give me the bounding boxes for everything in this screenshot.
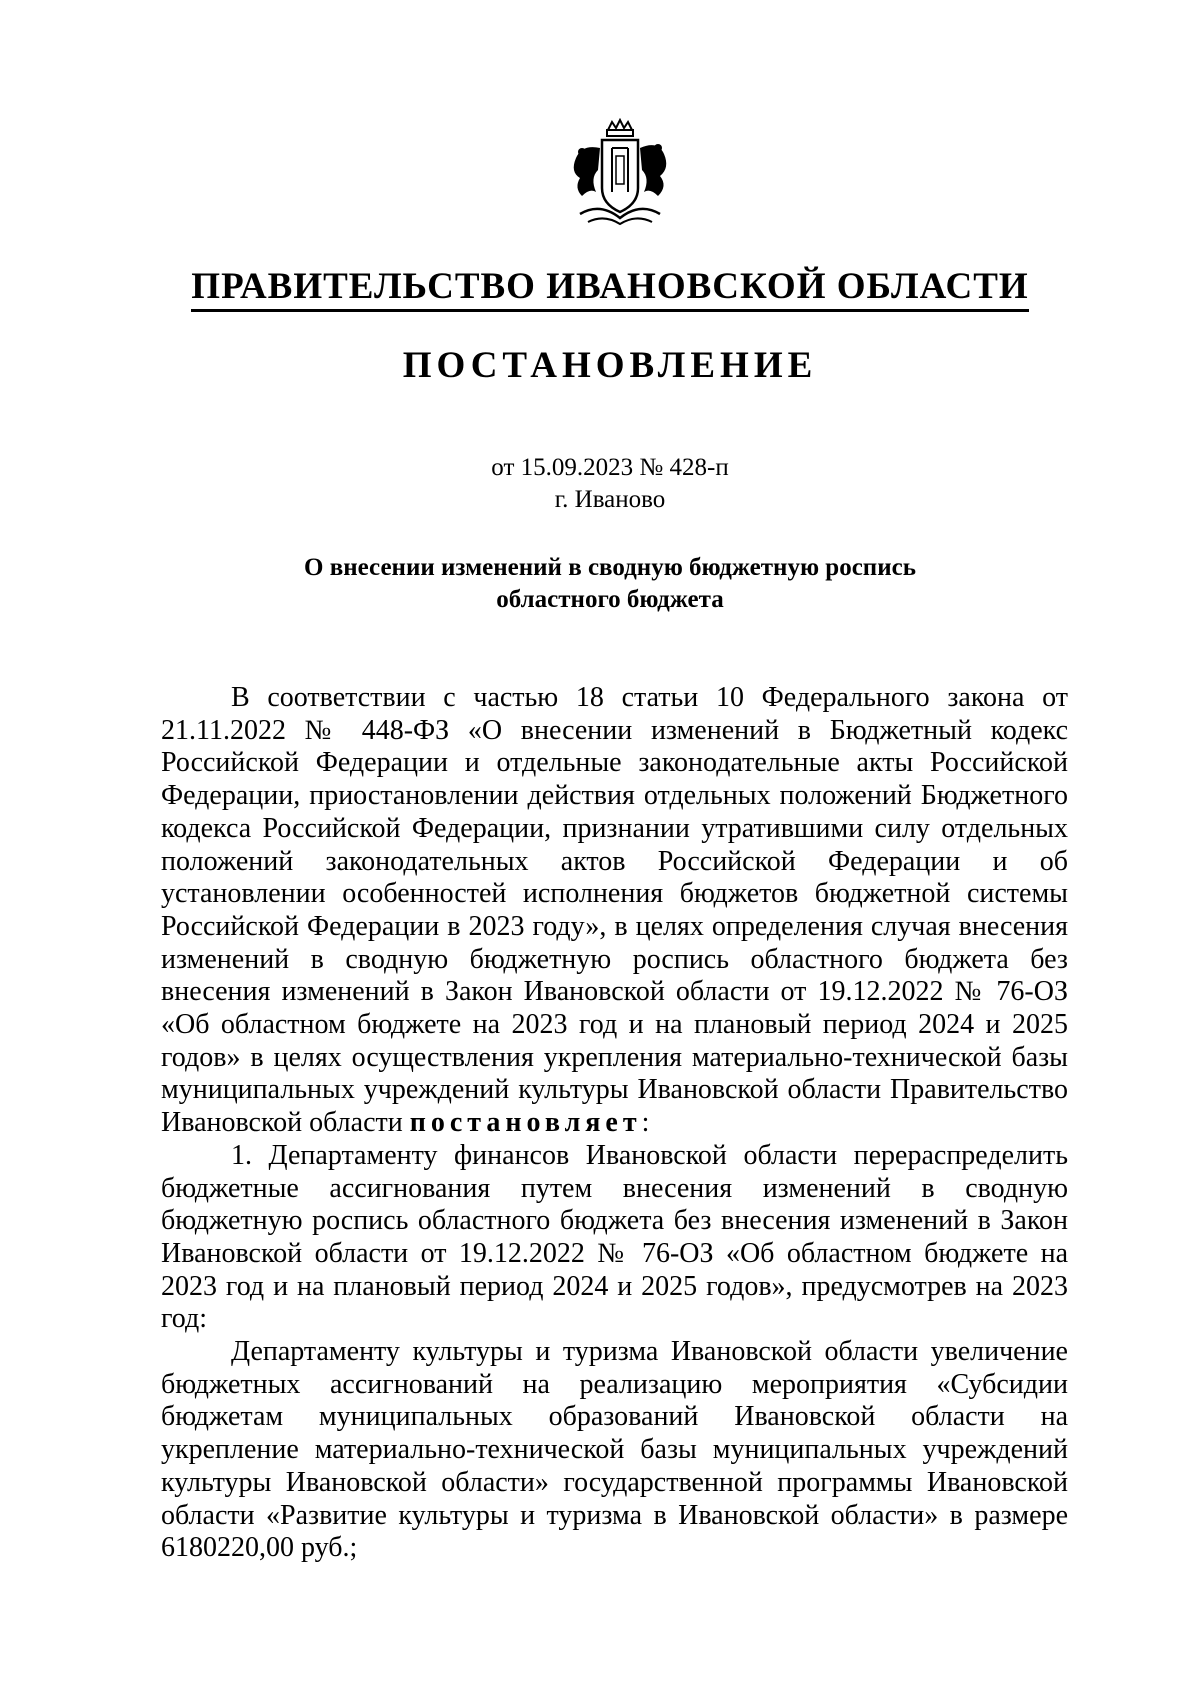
resolves-word: постановляет (409, 1107, 642, 1139)
preamble-text: В соответствии с частью 18 статьи 10 Федерального закона от 21.11.2022 № 448-ФЗ «О внесении изменений в Бюджетный кодекс Российской Федерации и отдельные законодательные акты Российской Федерации, приостановлении действия отдельных положений Бюджетного кодекса Российской Федерации, признании утратившими силу отдельных положений законодательных актов Российской Федерации и об установлении особенностей исполнения бюджетов бюджетной системы Российской Федерации в 2023 году», в целях определения случая внесения изменений в сводную бюджетную роспись областного бюджета без внесения изменений в Закон Ивановской области от 19.12.2022 № 76-ОЗ «Об областном бюджете на 2023 год и на плановый период 2024 и 2025 годов» в целях осуществления укрепления материально-технической базы муниципальных учреждений культуры Ивановской области Правительство Ивановской области (161, 682, 1068, 1139)
document-body (161, 682, 1068, 1565)
item-1-paragraph: 1. Департаменту финансов Ивановской области перераспределить бюджетные ассигнования путем внесения изменений в сводную бюджетную роспись областного бюджета без внесения изменений в Закон Ивановской области от 19.12.2022 № 76-ОЗ «Об областном бюджете на 2023 год и на плановый период 2024 и 2025 годов», предусмотрев на 2023 год: (161, 1139, 1068, 1335)
date-and-number: от 15.09.2023 № 428-п (491, 454, 729, 481)
city: г. Иваново (554, 486, 666, 513)
document-meta (160, 452, 1060, 516)
subject-line-1: О внесении изменений в сводную бюджетную роспись (304, 554, 916, 581)
resolves-colon: : (641, 1107, 650, 1139)
item-1-detail-paragraph: Департаменту культуры и туризма Ивановской области увеличение бюджетных ассигнований на реализацию мероприятия «Субсидии бюджетам муниципальных образований Ивановской области на укрепление материально-технической базы муниципальных учреждений культуры Ивановской области» государственной программы Ивановской области «Развитие культуры и туризма в Ивановской области» в размере 6180220,00 руб.; (161, 1336, 1068, 1564)
document-type: ПОСТАНОВЛЕНИЕ (402, 345, 818, 386)
coat-of-arms-icon (560, 118, 680, 230)
subject-line-2: областного бюджета (496, 586, 724, 613)
government-name-text: ПРАВИТЕЛЬСТВО ИВАНОВСКОЙ ОБЛАСТИ (191, 266, 1028, 312)
document-subject (160, 552, 1060, 616)
preamble-paragraph (161, 682, 1068, 1140)
government-name (160, 265, 1060, 309)
